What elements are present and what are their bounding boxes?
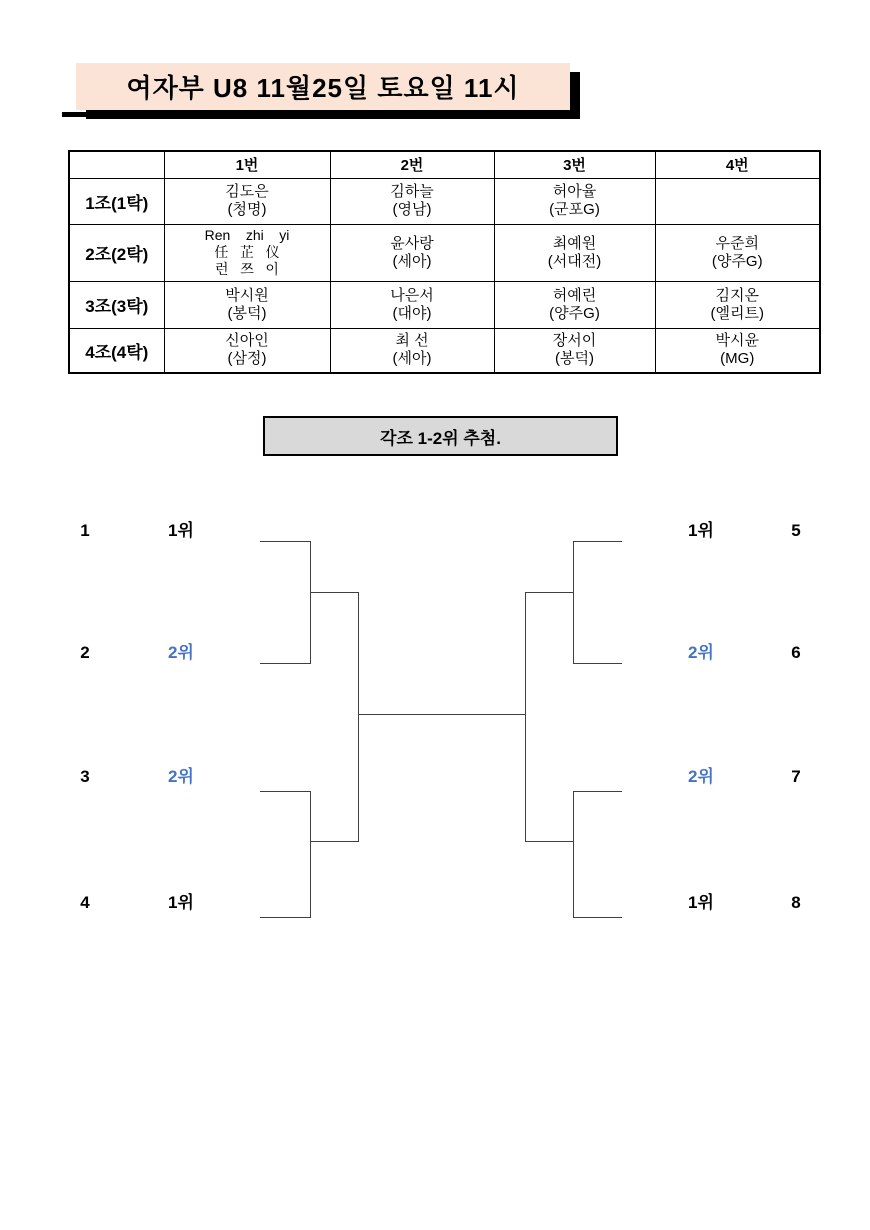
player-club: (서대전) (547, 252, 602, 270)
bracket-line (573, 917, 622, 918)
player-name: 김도은 (225, 183, 269, 200)
bracket-line (260, 663, 310, 664)
table-row (69, 224, 820, 281)
group-label: 3조(3탁) (69, 281, 164, 328)
player-cell (164, 178, 330, 224)
player-cell (494, 328, 655, 373)
seed-number: 6 (791, 643, 801, 662)
player-name: 김하늘 (390, 183, 434, 200)
page-title: 여자부 U8 11월25일 토요일 11시 (126, 73, 520, 103)
bracket-line (573, 663, 622, 664)
player-name: 장서이 (552, 332, 597, 350)
player-name: 우준희 (715, 234, 759, 252)
player-club: (MG) (720, 350, 755, 368)
column-header: 3번 (494, 151, 655, 178)
player-cell (330, 328, 494, 373)
player-club: (세아) (392, 252, 432, 270)
bracket-final-line (358, 714, 526, 715)
bracket-line (525, 592, 573, 593)
seed-number: 8 (791, 893, 801, 912)
player-cell (655, 281, 820, 328)
player-cell (164, 328, 330, 373)
player-name-romanized: Ren zhi yi (204, 227, 290, 243)
bracket-line (573, 791, 622, 792)
bracket-line (260, 541, 310, 542)
bracket-line (260, 917, 310, 918)
seed-number: 7 (791, 767, 801, 786)
bracket-line (358, 592, 359, 842)
player-club: (세아) (392, 350, 432, 368)
player-club: (봉덕) (227, 304, 267, 322)
rank-label: 1위 (688, 893, 714, 912)
player-club: (양주G) (711, 252, 763, 270)
bracket-line (525, 592, 526, 842)
player-name: 최예원 (552, 234, 597, 252)
player-club: (군포G) (549, 201, 600, 218)
rank-label: 2위 (688, 767, 714, 786)
seed-number: 5 (791, 521, 801, 540)
bracket-line (573, 541, 622, 542)
bracket-line (573, 791, 574, 918)
column-header: 1번 (164, 151, 330, 178)
seed-number: 2 (80, 643, 90, 662)
player-cell (655, 224, 820, 281)
player-name: 김지온 (715, 286, 759, 304)
group-label: 1조(1탁) (69, 178, 164, 224)
column-header: 4번 (655, 151, 820, 178)
player-club: (삼정) (227, 350, 267, 368)
bracket-line (310, 541, 311, 664)
player-cell (494, 224, 655, 281)
group-table (68, 150, 821, 374)
player-name-hangul: 런 쯔 이 (215, 261, 279, 277)
table-row (69, 328, 820, 373)
rank-label: 1위 (168, 893, 194, 912)
player-name: 박시윤 (715, 332, 759, 350)
rank-label: 2위 (688, 643, 714, 662)
column-header: 2번 (330, 151, 494, 178)
seed-number: 3 (80, 767, 90, 786)
player-cell (164, 281, 330, 328)
player-name: 최 선 (395, 332, 429, 350)
player-name: 허아율 (552, 183, 597, 200)
player-club: (대야) (392, 304, 432, 322)
player-cell (655, 328, 820, 373)
player-club: (청명) (227, 201, 267, 218)
player-cell (330, 224, 494, 281)
group-label: 4조(4탁) (69, 328, 164, 373)
player-cell-empty (655, 178, 820, 224)
player-club: (양주G) (549, 304, 600, 322)
draw-notice-text: 각조 1-2위 추첨. (380, 428, 501, 448)
seed-number: 1 (80, 521, 90, 540)
player-name: 신아인 (225, 332, 269, 350)
player-club: (영남) (392, 201, 432, 218)
player-cell (164, 224, 330, 281)
player-name: 나은서 (390, 286, 434, 304)
rank-label: 1위 (688, 521, 714, 540)
player-name-hanzi: 任 芷 仪 (214, 244, 280, 260)
player-name: 허예린 (552, 286, 597, 304)
player-club: (엘리트) (710, 304, 764, 322)
title-banner (76, 63, 570, 110)
player-cell (330, 178, 494, 224)
rank-label: 1위 (168, 521, 194, 540)
draw-notice (263, 416, 618, 456)
bracket-line (260, 791, 310, 792)
player-name: 박시원 (225, 286, 269, 304)
bracket-line (310, 592, 358, 593)
bracket-line (310, 841, 358, 842)
corner-cell (69, 151, 164, 178)
bracket-line (310, 791, 311, 918)
rank-label: 2위 (168, 643, 194, 662)
player-name: 윤사랑 (390, 234, 434, 252)
group-label: 2조(2탁) (69, 224, 164, 281)
table-row (69, 281, 820, 328)
table-row (69, 178, 820, 224)
player-cell (494, 281, 655, 328)
bracket-line (573, 541, 574, 664)
seed-number: 4 (80, 893, 90, 912)
bracket-line (525, 841, 573, 842)
player-cell (330, 281, 494, 328)
rank-label: 2위 (168, 767, 194, 786)
table-header-row (69, 151, 820, 178)
player-club: (봉덕) (555, 350, 594, 368)
player-cell (494, 178, 655, 224)
